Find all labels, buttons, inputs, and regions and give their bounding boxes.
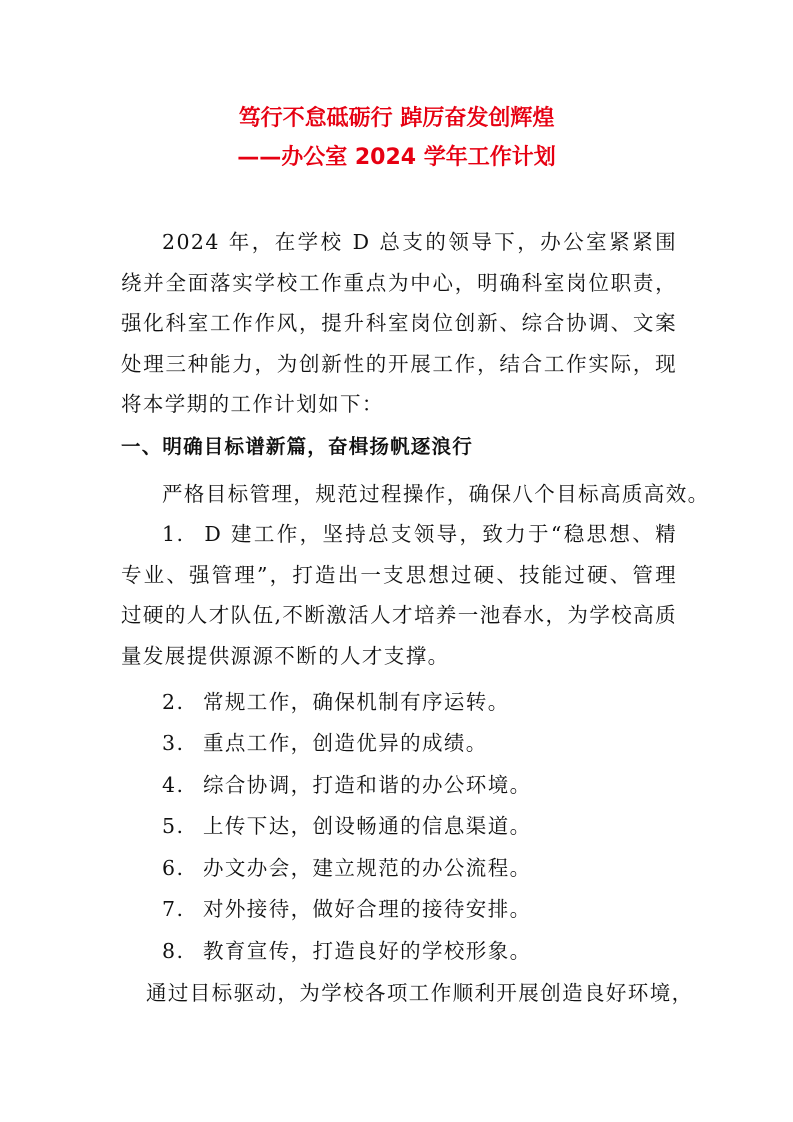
list-item <box>162 936 532 966</box>
list-item <box>162 728 488 758</box>
list-item-text: 常规工作，确保机制有序运转。 <box>203 690 510 714</box>
list-item-text: 综合协调，打造和谐的办公环境。 <box>203 773 532 797</box>
section-summary: 严格目标管理，规范过程操作，确保八个目标高质高效。 <box>162 482 710 506</box>
list-item-text: 教育宣传，打造良好的学校形象。 <box>203 939 532 963</box>
list-item-number: 6. <box>162 856 185 880</box>
section-heading: 一、明确目标谱新篇，奋楫扬帆逐浪行 <box>121 435 473 458</box>
list-item-number: 8. <box>162 939 185 963</box>
list-item-number: 7. <box>162 897 185 921</box>
list-item-number: 2. <box>162 690 185 714</box>
closing-paragraph: 通过目标驱动，为学校各项工作顺利开展创造良好环境， <box>146 981 694 1005</box>
list-item-1 <box>121 514 677 676</box>
intro-paragraph <box>121 222 677 425</box>
list-item-text: 对外接待，做好合理的接待安排。 <box>203 897 532 921</box>
list-item-1-text: D 建工作，坚持总支领导，致力于“稳思想、精专业、强管理”，打造出一支思想过硬、技能过硬、管理过硬的人才队伍,不断激活人才培养一池春水，为学校高质量发展提供源源不断的人才支撑。 <box>121 522 677 668</box>
list-item-number: 4. <box>162 773 185 797</box>
document-title: 笃行不怠砥砺行 踔厉奋发创辉煌 <box>238 106 555 131</box>
list-item-text: 重点工作，创造优异的成绩。 <box>203 731 488 755</box>
document-subtitle: ——办公室 2024 学年工作计划 <box>237 145 556 170</box>
list-item-number: 5. <box>162 814 185 838</box>
list-item <box>162 894 532 924</box>
list-item <box>162 770 532 800</box>
list-item-1-paragraph <box>121 514 677 676</box>
list-item-number: 3. <box>162 731 185 755</box>
list-item <box>162 811 532 841</box>
list-item-text: 上传下达，创设畅通的信息渠道。 <box>203 814 532 838</box>
list-item-1-number: 1. <box>162 522 185 546</box>
list-item <box>162 853 532 883</box>
list-item <box>162 687 510 717</box>
intro-text: 2024 年，在学校 D 总支的领导下，办公室紧紧围绕并全面落实学校工作重点为中心，明确科室岗位职责，强化科室工作作风，提升科室岗位创新、综合协调、文案处理三种能力，为创新性的开展工作，结合工作实际，现将本学期的工作计划如下： <box>121 230 677 416</box>
list-item-text: 办文办会，建立规范的办公流程。 <box>203 856 532 880</box>
